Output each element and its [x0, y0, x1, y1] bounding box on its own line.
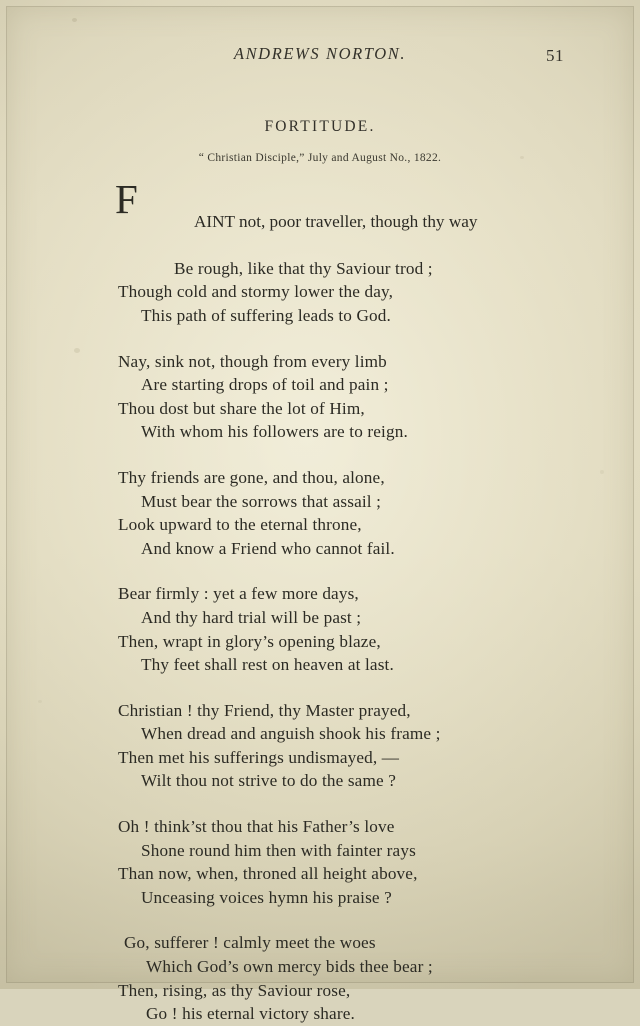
- stanza: [118, 699, 538, 793]
- poem-line: This path of suffering leads to God.: [141, 305, 391, 325]
- poem-line: Look upward to the eternal throne,: [118, 515, 362, 535]
- running-head-title: ANDREWS NORTON.: [233, 44, 407, 63]
- poem-line: Unceasing voices hymn his praise ?: [141, 887, 392, 907]
- stanza: [118, 815, 538, 909]
- poem-line: Wilt thou not strive to do the same ?: [141, 771, 396, 791]
- stanza: [115, 176, 538, 328]
- poem-line: Are starting drops of toil and pain ;: [141, 375, 389, 395]
- poem-line: Nay, sink not, though from every limb: [118, 351, 387, 371]
- poem-line: When dread and anguish shook his frame ;: [141, 724, 441, 744]
- poem-line: With whom his followers are to reign.: [141, 422, 408, 442]
- poem-line: Oh ! think’st thou that his Father’s love: [118, 817, 395, 837]
- poem-line: Then met his sufferings undismayed, —: [118, 747, 400, 767]
- stanza: [118, 931, 538, 1025]
- poem-source-note: “ Christian Disciple,” July and August No., 1822.: [198, 152, 442, 164]
- poem-line: Go, sufferer ! calmly meet the woes: [124, 933, 376, 953]
- stanza: [118, 582, 538, 676]
- poem-line: And know a Friend who cannot fail.: [141, 538, 395, 558]
- drop-cap: F: [115, 176, 138, 222]
- page-number: 51: [546, 46, 564, 65]
- poem-title: FORTITUDE.: [264, 118, 376, 135]
- poem-line: Thy friends are gone, and thou, alone,: [118, 467, 385, 487]
- poem-line: Shone round him then with fainter rays: [141, 840, 416, 860]
- running-head: [0, 44, 640, 70]
- poem-line: Thou dost but share the lot of Him,: [118, 398, 365, 418]
- poem-line: Then, wrapt in glory’s opening blaze,: [118, 631, 381, 651]
- poem-line: Than now, when, throned all height above,: [118, 864, 418, 884]
- poem-line: Be rough, like that thy Saviour trod ;: [174, 258, 433, 278]
- poem-line: Which God’s own mercy bids thee bear ;: [146, 957, 433, 977]
- poem-line: Then, rising, as thy Saviour rose,: [118, 980, 351, 1000]
- poem-line: Thy feet shall rest on heaven at last.: [141, 655, 394, 675]
- poem-line: [115, 176, 538, 257]
- poem-line: Christian ! thy Friend, thy Master prayed,: [118, 700, 411, 720]
- stanza: [118, 466, 538, 560]
- poem-body: [115, 176, 538, 1026]
- poem-line: Bear firmly : yet a few more days,: [118, 584, 359, 604]
- poem-line: Though cold and stormy lower the day,: [118, 282, 394, 302]
- poem-line: Must bear the sorrows that assail ;: [141, 491, 382, 511]
- stanza: [118, 350, 538, 444]
- poem-line: Go ! his eternal victory share.: [146, 1004, 355, 1024]
- poem-line-text: AINT not, poor traveller, though thy way: [193, 211, 478, 231]
- poem-line: And thy hard trial will be past ;: [141, 607, 362, 627]
